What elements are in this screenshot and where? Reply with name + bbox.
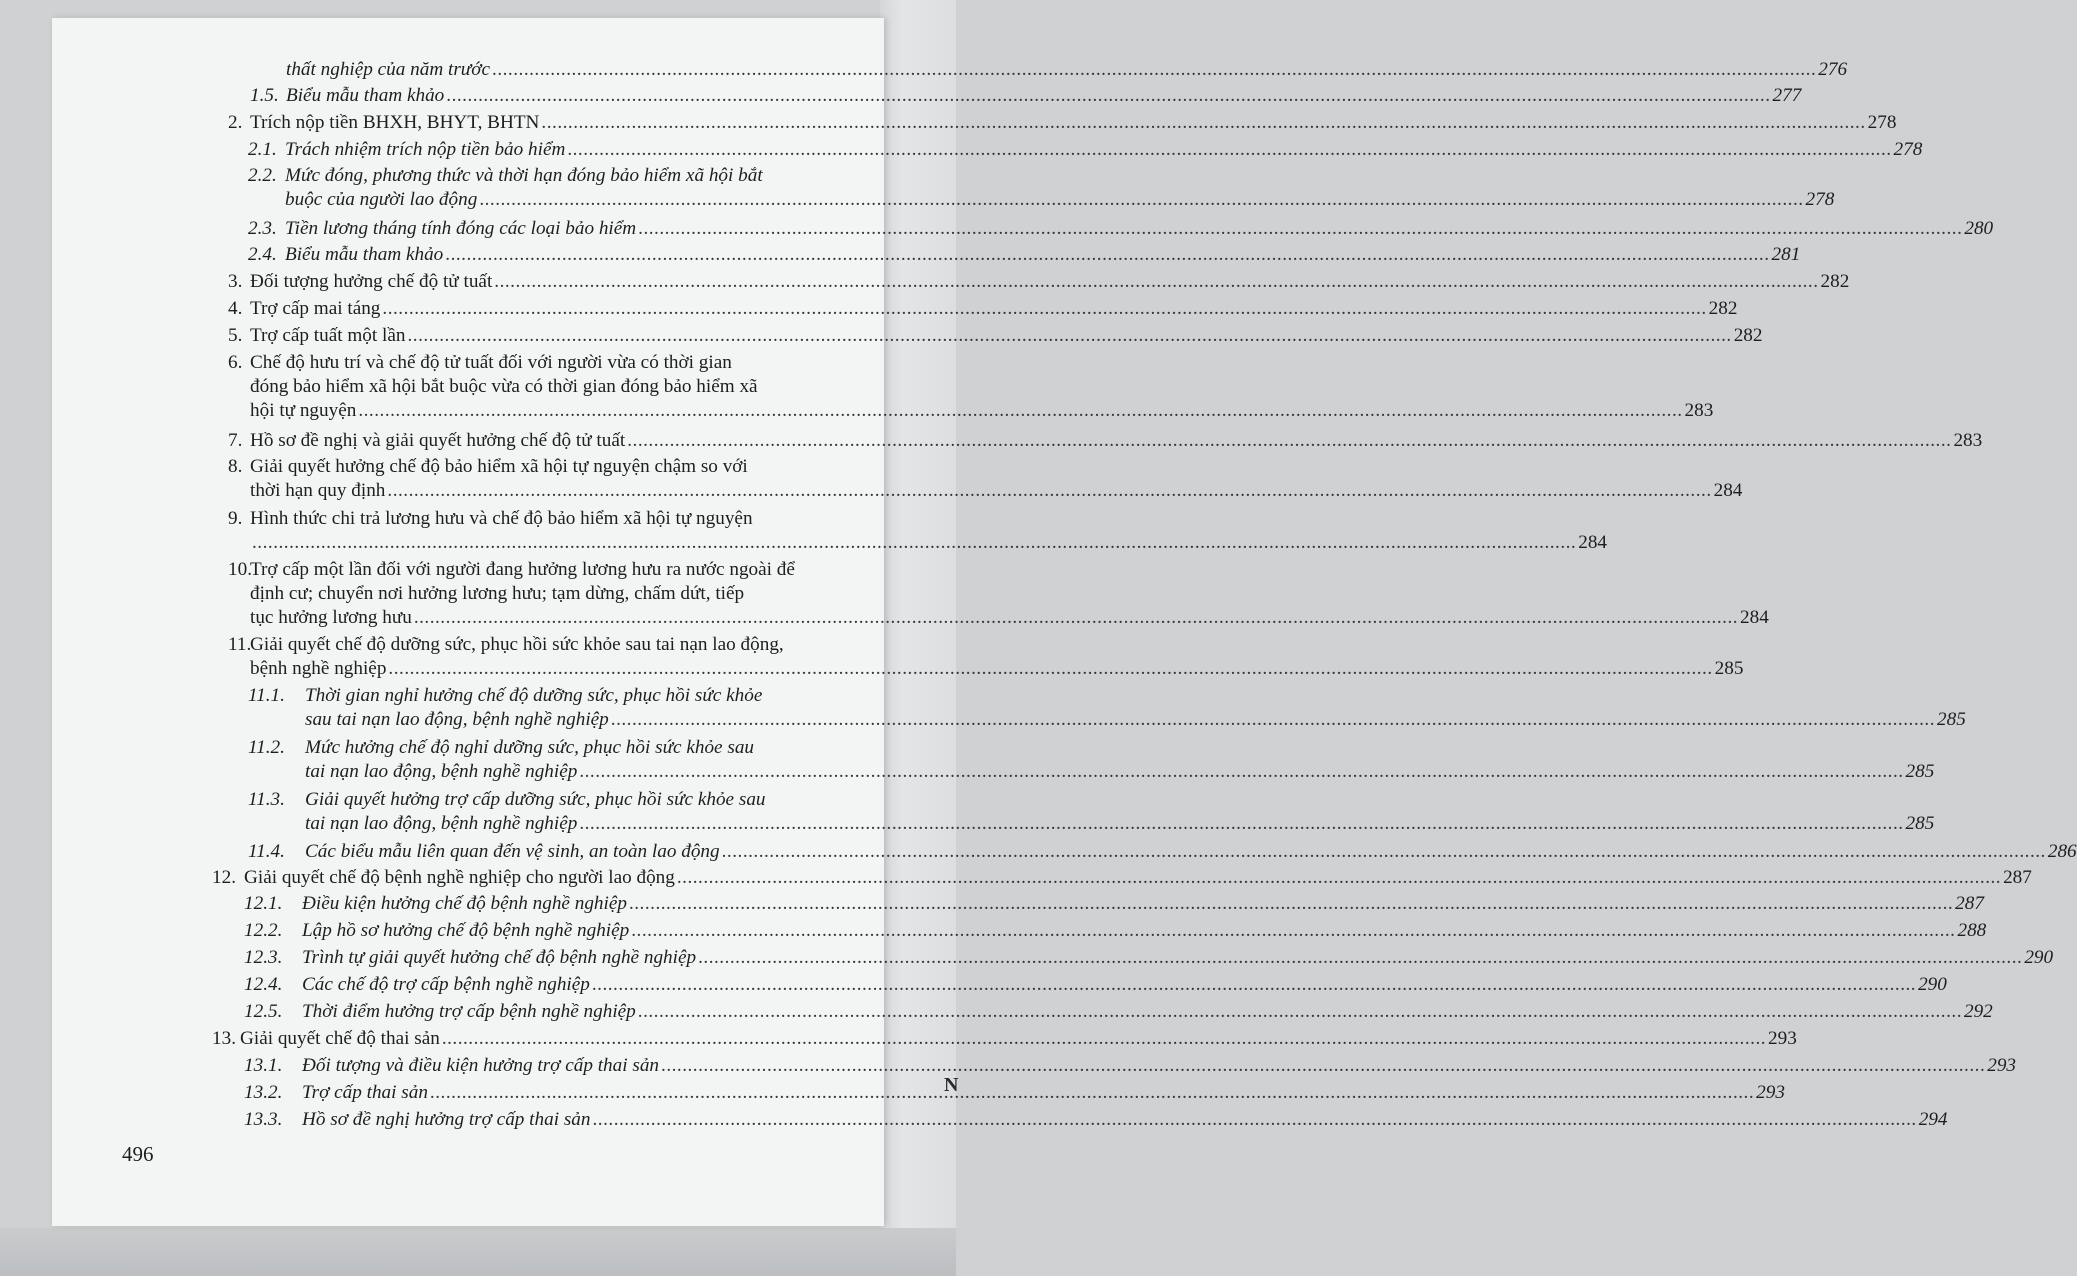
toc-entry-row: [240, 1027, 1797, 1051]
toc-entry: [228, 111, 1897, 135]
toc-page-number: 293: [1756, 1082, 1785, 1103]
toc-entry-number: 8.: [228, 456, 243, 477]
toc-entry-row: [305, 760, 1935, 784]
toc-entry: [248, 243, 1801, 267]
toc-entry-row: [302, 892, 1984, 916]
toc-entry: [244, 973, 1947, 997]
toc-entry-text: Điều kiện hưởng chế độ bệnh nghề nghiệp: [302, 893, 627, 914]
toc-entry-row: [305, 812, 1935, 836]
toc-page-number: 278: [1805, 189, 1835, 210]
toc-page-number: 290: [1918, 974, 1947, 995]
toc-entry-text: Trình tự giải quyết hưởng chế độ bệnh nghề nghiệp: [302, 947, 697, 968]
toc-entry-text: hội tự nguyện: [250, 400, 357, 421]
toc-entry-number: 12.1.: [244, 893, 283, 914]
toc-entry-row: [285, 138, 1923, 162]
toc-entry: [228, 270, 1850, 294]
toc-page-number: 280: [1964, 218, 1994, 239]
toc-entry: [244, 1108, 1948, 1132]
toc-entry: [212, 866, 2032, 890]
dot-leader: [722, 840, 2046, 864]
toc-entry-row: [250, 657, 1744, 681]
toc-entry-number: 2.2.: [248, 165, 277, 186]
toc-entry-row: [250, 479, 1743, 503]
toc-entry-text: thời hạn quy định: [250, 480, 386, 501]
toc-entry-number: 12.2.: [244, 920, 283, 941]
toc-page-number: 286: [2047, 841, 2077, 862]
toc-page-number: 283: [1953, 430, 1983, 451]
toc-entry-number: 12.5.: [244, 1001, 283, 1022]
toc-entry: [248, 684, 1966, 732]
toc-entry-text: Giải quyết chế độ bệnh nghề nghiệp cho người lao động: [244, 867, 675, 888]
toc-page-number: 277: [1772, 85, 1802, 106]
toc-entry-text: Hồ sơ đề nghị hưởng trợ cấp thai sản: [302, 1109, 591, 1130]
toc-entry-row: [305, 840, 2077, 864]
toc-entry-row: [302, 946, 2054, 970]
dot-leader: [638, 1000, 1962, 1024]
dot-leader: [661, 1054, 1985, 1078]
toc-entry-text: Tiền lương tháng tính đóng các loại bảo hiểm: [285, 218, 637, 239]
dot-leader: [579, 812, 1903, 836]
toc-entry-text: Trợ cấp một lần đối với người đang hưởng lương hưu ra nước ngoài để: [250, 559, 795, 580]
toc-entry-text: Lập hồ sơ hưởng chế độ bệnh nghề nghiệp: [302, 920, 630, 941]
dot-leader: [430, 1081, 1754, 1105]
page-number: 496: [122, 1142, 154, 1166]
toc-entry: [228, 351, 1714, 423]
toc-entry: [248, 788, 1935, 836]
toc-entry: [228, 633, 1744, 681]
toc-entry-text: Biểu mẫu tham khảo: [286, 85, 445, 106]
toc-page-number: 285: [1905, 813, 1935, 834]
toc-entry-number: 11.: [228, 634, 252, 655]
toc-page-number: 293: [1987, 1055, 2017, 1076]
toc-entry-row: [250, 270, 1850, 294]
toc-entry-number: 10.: [228, 559, 252, 580]
dot-leader: [592, 973, 1916, 997]
toc-entry-number: 11.3.: [248, 789, 285, 810]
dot-leader: [494, 270, 1818, 294]
toc-entry-number: 7.: [228, 430, 243, 451]
toc-entry: [228, 429, 1983, 453]
toc-entry-row: [285, 188, 1835, 212]
toc-entry-text: thất nghiệp của năm trước: [286, 59, 491, 80]
toc-entry: [286, 58, 1848, 82]
dot-leader: [611, 708, 1935, 732]
toc-entry: [248, 217, 1994, 241]
dot-leader: [579, 760, 1903, 784]
toc-entry-number: 13.3.: [244, 1109, 283, 1130]
dot-leader: [627, 429, 1951, 453]
toc-entry: [228, 558, 1769, 630]
toc-entry-text: Giải quyết hưởng trợ cấp dưỡng sức, phục hồi sức khỏe sau: [305, 789, 766, 810]
toc-entry-text: Giải quyết chế độ dưỡng sức, phục hồi sức khỏe sau tai nạn lao động,: [250, 634, 784, 655]
dot-leader: [407, 324, 1731, 348]
toc-entry-number: 12.: [212, 867, 236, 888]
dot-leader: [593, 1108, 1917, 1132]
dot-leader: [388, 657, 1712, 681]
dot-leader: [677, 866, 2001, 890]
dot-leader: [382, 297, 1706, 321]
dot-leader: [387, 479, 1711, 503]
toc-page-number: 288: [1957, 920, 1987, 941]
toc-entry-text: Thời gian nghỉ hưởng chế độ dưỡng sức, phục hồi sức khỏe: [305, 685, 763, 706]
toc-entry-row: [250, 324, 1763, 348]
toc-entry-text: định cư; chuyển nơi hưởng lương hưu; tạm dừng, chấm dứt, tiếp: [250, 583, 745, 604]
toc-entry-number: 13.1.: [244, 1055, 283, 1076]
toc-entry-row: [286, 84, 1802, 108]
toc-entry: [248, 138, 1923, 162]
toc-page-number: 292: [1963, 1001, 1993, 1022]
toc-page-number: 284: [1578, 532, 1607, 553]
toc-entry-text: đóng bảo hiểm xã hội bắt buộc vừa có thời gian đóng bảo hiểm xã: [250, 376, 758, 397]
toc-entry-number: 13.2.: [244, 1082, 283, 1103]
toc-entry-number: 12.3.: [244, 947, 283, 968]
toc-entry-row: [250, 531, 1607, 555]
toc-entry-row: [244, 866, 2032, 890]
toc-entry-text: Hồ sơ đề nghị và giải quyết hưởng chế độ tử tuất: [250, 430, 626, 451]
toc-entry-text: Trách nhiệm trích nộp tiền bảo hiểm: [285, 139, 566, 160]
toc-entry-row: [305, 708, 1966, 732]
toc-entry-text: Giải quyết chế độ thai sản: [240, 1028, 440, 1049]
toc-page-number: 287: [1955, 893, 1984, 914]
dot-leader: [541, 111, 1865, 135]
dot-leader: [631, 919, 1955, 943]
toc-entry-row: [302, 1081, 1785, 1105]
dot-leader: [479, 188, 1803, 212]
toc-entry-number: 12.4.: [244, 974, 283, 995]
toc-entry: [228, 324, 1763, 348]
toc-page-number: 284: [1713, 480, 1743, 501]
toc-entry-text: tai nạn lao động, bệnh nghề nghiệp: [305, 813, 578, 834]
dot-leader: [567, 138, 1891, 162]
dot-leader: [698, 946, 2022, 970]
toc-entry-text: Đối tượng hưởng chế độ tử tuất: [250, 271, 493, 292]
toc-entry-row: [302, 973, 1947, 997]
toc-entry: [228, 297, 1738, 321]
toc-entry-number: 2.4.: [248, 244, 277, 265]
dot-leader: [446, 84, 1770, 108]
toc-entry: [248, 164, 1835, 212]
toc-entry-text: sau tai nạn lao động, bệnh nghề nghiệp: [305, 709, 609, 730]
toc-entry: [228, 507, 1607, 555]
toc-entry-number: 11.1.: [248, 685, 285, 706]
toc-page-number: 290: [2024, 947, 2054, 968]
toc-entry-text: Trích nộp tiền BHXH, BHYT, BHTN: [250, 112, 540, 133]
dot-leader: [442, 1027, 1766, 1051]
toc-entry-text: Giải quyết hưởng chế độ bảo hiểm xã hội tự nguyện chậm so với: [250, 456, 748, 477]
toc-entry-text: Thời điểm hưởng trợ cấp bệnh nghề nghiệp: [302, 1001, 636, 1022]
toc-entry-number: 1.5.: [250, 85, 279, 106]
toc-entry-number: 2.1.: [248, 139, 277, 160]
dot-leader: [629, 892, 1953, 916]
dot-leader: [492, 58, 1816, 82]
toc-entry-text: Mức hưởng chế độ nghỉ dưỡng sức, phục hồi sức khỏe sau: [305, 737, 755, 758]
table-surface: [0, 1228, 956, 1276]
toc-entry-number: 4.: [228, 298, 243, 319]
toc-entry-row: [250, 297, 1738, 321]
toc-entry: [244, 1054, 2017, 1078]
toc-page-number: 278: [1893, 139, 1923, 160]
toc-entry-number: 6.: [228, 352, 243, 373]
toc-entry-row: [285, 217, 1994, 241]
toc-page-number: 285: [1714, 658, 1744, 679]
toc-entry: [212, 1027, 1797, 1051]
toc-page-number: 276: [1818, 59, 1848, 80]
toc-entry-row: [250, 429, 1983, 453]
toc-entry-row: [250, 606, 1769, 630]
toc-entry-row: [285, 243, 1801, 267]
toc-entry-text: tai nạn lao động, bệnh nghề nghiệp: [305, 761, 578, 782]
toc-page-number: 282: [1708, 298, 1738, 319]
toc-page-number: 293: [1768, 1028, 1797, 1049]
toc-entry-number: 3.: [228, 271, 243, 292]
toc-entry: [244, 919, 1987, 943]
dot-leader: [638, 217, 1962, 241]
toc-entry-row: [302, 1000, 1993, 1024]
toc-page-number: 282: [1733, 325, 1763, 346]
toc-entry-text: tục hưởng lương hưu: [250, 607, 412, 628]
toc-entry-number: 2.: [228, 112, 243, 133]
toc-entry-number: 11.2.: [248, 737, 285, 758]
toc-entry: [244, 892, 1984, 916]
dot-leader: [252, 531, 1576, 555]
toc-entry-text: Đối tượng và điều kiện hưởng trợ cấp thai sản: [302, 1055, 660, 1076]
toc-entry-text: Trợ cấp mai táng: [250, 298, 381, 319]
toc-page-number: 282: [1820, 271, 1850, 292]
book-page: [52, 18, 2077, 1226]
toc-entry: [244, 1000, 1993, 1024]
toc-entry-row: [302, 1054, 2017, 1078]
toc-entry-text: Biểu mẫu tham khảo: [285, 244, 444, 265]
toc-page-number: 285: [1937, 709, 1966, 730]
toc-entry-row: [286, 58, 1848, 82]
toc-entry-text: Các chế độ trợ cấp bệnh nghề nghiệp: [302, 974, 590, 995]
toc-entry: [244, 946, 2054, 970]
toc-entry-number: 11.4.: [248, 841, 285, 862]
toc-entry-text: Mức đóng, phương thức và thời hạn đóng bảo hiểm xã hội bắt: [285, 165, 763, 186]
toc-entry-row: [302, 1108, 1948, 1132]
toc-entry: [248, 840, 2077, 864]
toc-entry-text: Chế độ hưu trí và chế độ tử tuất đối với người vừa có thời gian: [250, 352, 732, 373]
toc-entry-text: Trợ cấp tuất một lần: [250, 325, 406, 346]
toc-entry-number: 13.: [212, 1028, 236, 1049]
toc-entry: [228, 455, 1743, 503]
toc-entry-number: 2.3.: [248, 218, 277, 239]
dot-leader: [445, 243, 1769, 267]
toc-entry-number: 5.: [228, 325, 243, 346]
toc-entry-text: bệnh nghề nghiệp: [250, 658, 387, 679]
table-of-contents: [52, 18, 2077, 1226]
toc-entry-text: buộc của người lao động: [285, 189, 478, 210]
toc-page-number: 278: [1867, 112, 1897, 133]
toc-entry-number: 9.: [228, 508, 243, 529]
dot-leader: [414, 606, 1738, 630]
toc-entry-row: [302, 919, 1987, 943]
toc-page-number: 285: [1905, 761, 1935, 782]
toc-entry: [248, 736, 1935, 784]
toc-page-number: 284: [1740, 607, 1769, 628]
toc-entry-row: [250, 399, 1714, 423]
toc-entry: [244, 1081, 1785, 1105]
toc-page-number: 287: [2003, 867, 2032, 888]
dot-leader: [358, 399, 1682, 423]
adjacent-page-letter: N: [944, 1074, 959, 1096]
toc-page-number: 294: [1918, 1109, 1948, 1130]
toc-entry-row: [250, 111, 1897, 135]
toc-entry-text: Trợ cấp thai sản: [302, 1082, 428, 1103]
toc-page-number: 283: [1684, 400, 1714, 421]
toc-entry-text: Hình thức chi trả lương hưu và chế độ bảo hiểm xã hội tự nguyện: [250, 508, 753, 529]
toc-page-number: 281: [1771, 244, 1801, 265]
toc-entry: [250, 84, 1802, 108]
toc-entry-text: Các biểu mẫu liên quan đến vệ sinh, an toàn lao động: [305, 841, 720, 862]
